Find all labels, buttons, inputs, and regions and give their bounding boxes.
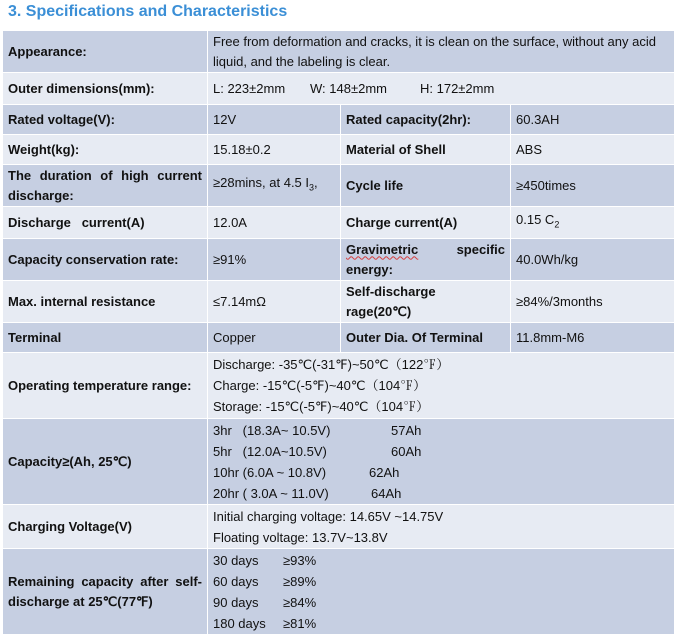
conservation-rate-label: Capacity conservation rate:	[3, 239, 208, 281]
remaining-30-days	[213, 550, 669, 571]
remaining-capacity-label: Remaining capacity after self-discharge at 25℃(77℉)	[3, 549, 208, 635]
capacity-3hr-ah: 57Ah	[391, 422, 422, 438]
remaining-90-days	[213, 592, 669, 613]
capacity-5hr	[213, 441, 669, 462]
capacity-label: Capacity≥(Ah, 25℃)	[3, 419, 208, 505]
rated-voltage-value: 12V	[208, 105, 341, 135]
remaining-90-days-pct: ≥84%	[283, 594, 317, 610]
terminal-value: Copper	[208, 323, 341, 353]
energy-word: energy:	[346, 261, 393, 277]
capacity-5hr-rate: 5hr (12.0A~10.5V)	[213, 443, 327, 459]
internal-resistance-value: ≤7.14mΩ	[208, 281, 341, 323]
gravimetric-energy-label	[341, 239, 511, 281]
row-weight	[3, 135, 675, 165]
self-discharge-word: Self-discharge	[346, 283, 436, 299]
row-high-current	[3, 165, 675, 207]
capacity-10hr	[213, 462, 669, 483]
shell-material-value: ABS	[511, 135, 675, 165]
remaining-180-days-label: 180 days	[213, 615, 266, 631]
capacity-20hr-rate: 20hr ( 3.0A ~ 11.0V)	[213, 485, 329, 501]
appearance-label: Appearance:	[3, 31, 208, 73]
self-discharge-label	[341, 281, 511, 323]
remaining-90-days-label: 90 days	[213, 594, 259, 610]
operating-temp-label: Operating temperature range:	[3, 353, 208, 419]
row-charging-voltage	[3, 505, 675, 549]
capacity-20hr-ah: 64Ah	[371, 485, 402, 501]
remaining-30-days-label: 30 days	[213, 552, 259, 568]
floating-voltage: Floating voltage: 13.7V~13.8V	[213, 529, 388, 545]
charging-voltage-value	[208, 505, 675, 549]
row-conservation	[3, 239, 675, 281]
high-current-value	[208, 165, 341, 207]
internal-resistance-label: Max. internal resistance	[3, 281, 208, 323]
row-resistance	[3, 281, 675, 323]
remaining-60-days-pct: ≥89%	[283, 573, 317, 589]
charging-voltage-label: Charging Voltage(V)	[3, 505, 208, 549]
gravimetric-word: Gravimetric	[346, 241, 419, 257]
weight-value: 15.18±0.2	[208, 135, 341, 165]
spec-table	[2, 30, 675, 635]
dimension-width: W: 148±2mm	[310, 81, 387, 96]
row-voltage	[3, 105, 675, 135]
discharge-current-value: 12.0A	[208, 207, 341, 239]
operating-temp-value	[208, 353, 675, 419]
capacity-20hr	[213, 483, 669, 504]
row-discharge	[3, 207, 675, 239]
capacity-value	[208, 419, 675, 505]
specific-word: specific	[456, 241, 505, 257]
initial-charging-voltage: Initial charging voltage: 14.65V ~14.75V	[213, 508, 444, 524]
rated-voltage-label: Rated voltage(V):	[3, 105, 208, 135]
high-current-value-sub: 3	[309, 182, 315, 193]
remaining-30-days-pct: ≥93%	[283, 552, 317, 568]
remaining-60-days	[213, 571, 669, 592]
row-capacity	[3, 419, 675, 505]
storage-temp: Storage: -15℃(-5℉)~40℃（104℉）	[213, 399, 430, 414]
row-remaining	[3, 549, 675, 635]
cycle-life-label: Cycle life	[341, 165, 511, 207]
charge-current-value-text: 0.15 C	[516, 212, 555, 228]
shell-material-label: Material of Shell	[341, 135, 511, 165]
capacity-3hr-rate: 3hr (18.3A~ 10.5V)	[213, 422, 331, 438]
row-appearance	[3, 31, 675, 73]
rated-capacity-label: Rated capacity(2hr):	[341, 105, 511, 135]
self-discharge-rage: rage(20℃)	[346, 303, 412, 319]
remaining-capacity-value	[208, 549, 675, 635]
remaining-180-days	[213, 613, 669, 634]
appearance-value: Free from deformation and cracks, it is clean on the surface, without any acid liquid, and the labeling is clear.	[208, 31, 675, 73]
row-terminal	[3, 323, 675, 353]
high-current-value-suffix: ,	[314, 175, 318, 191]
charge-current-label: Charge current(A)	[341, 207, 511, 239]
charge-current-value	[511, 207, 675, 239]
dimensions-label: Outer dimensions(mm):	[3, 73, 208, 105]
discharge-current-label: Discharge current(A)	[3, 207, 208, 239]
remaining-180-days-pct: ≥81%	[283, 615, 317, 631]
conservation-rate-value: ≥91%	[208, 239, 341, 281]
dimension-height: H: 172±2mm	[420, 81, 495, 96]
capacity-10hr-rate: 10hr (6.0A ~ 10.8V)	[213, 464, 327, 480]
charge-current-value-sub: 2	[554, 219, 560, 230]
dimensions-value	[208, 73, 675, 105]
row-operating-temp	[3, 353, 675, 419]
discharge-temp: Discharge: -35℃(-31℉)~50℃（122℉）	[213, 357, 450, 372]
terminal-label: Terminal	[3, 323, 208, 353]
high-current-value-text: ≥28mins, at 4.5 I	[213, 175, 310, 191]
charge-temp: Charge: -15℃(-5℉)~40℃（104℉）	[213, 378, 427, 393]
capacity-10hr-ah: 62Ah	[369, 464, 400, 480]
section-heading: 3. Specifications and Characteristics	[8, 3, 288, 20]
terminal-dia-label: Outer Dia. Of Terminal	[341, 323, 511, 353]
capacity-3hr	[213, 420, 669, 441]
rated-capacity-value: 60.3AH	[511, 105, 675, 135]
row-dimensions	[3, 73, 675, 105]
weight-label: Weight(kg):	[3, 135, 208, 165]
terminal-dia-value: 11.8mm-M6	[511, 323, 675, 353]
gravimetric-energy-value: 40.0Wh/kg	[511, 239, 675, 281]
capacity-5hr-ah: 60Ah	[391, 443, 422, 459]
self-discharge-value: ≥84%/3months	[511, 281, 675, 323]
dimension-length: L: 223±2mm	[213, 81, 286, 96]
cycle-life-value: ≥450times	[511, 165, 675, 207]
high-current-label: The duration of high current discharge:	[3, 165, 208, 207]
remaining-60-days-label: 60 days	[213, 573, 259, 589]
